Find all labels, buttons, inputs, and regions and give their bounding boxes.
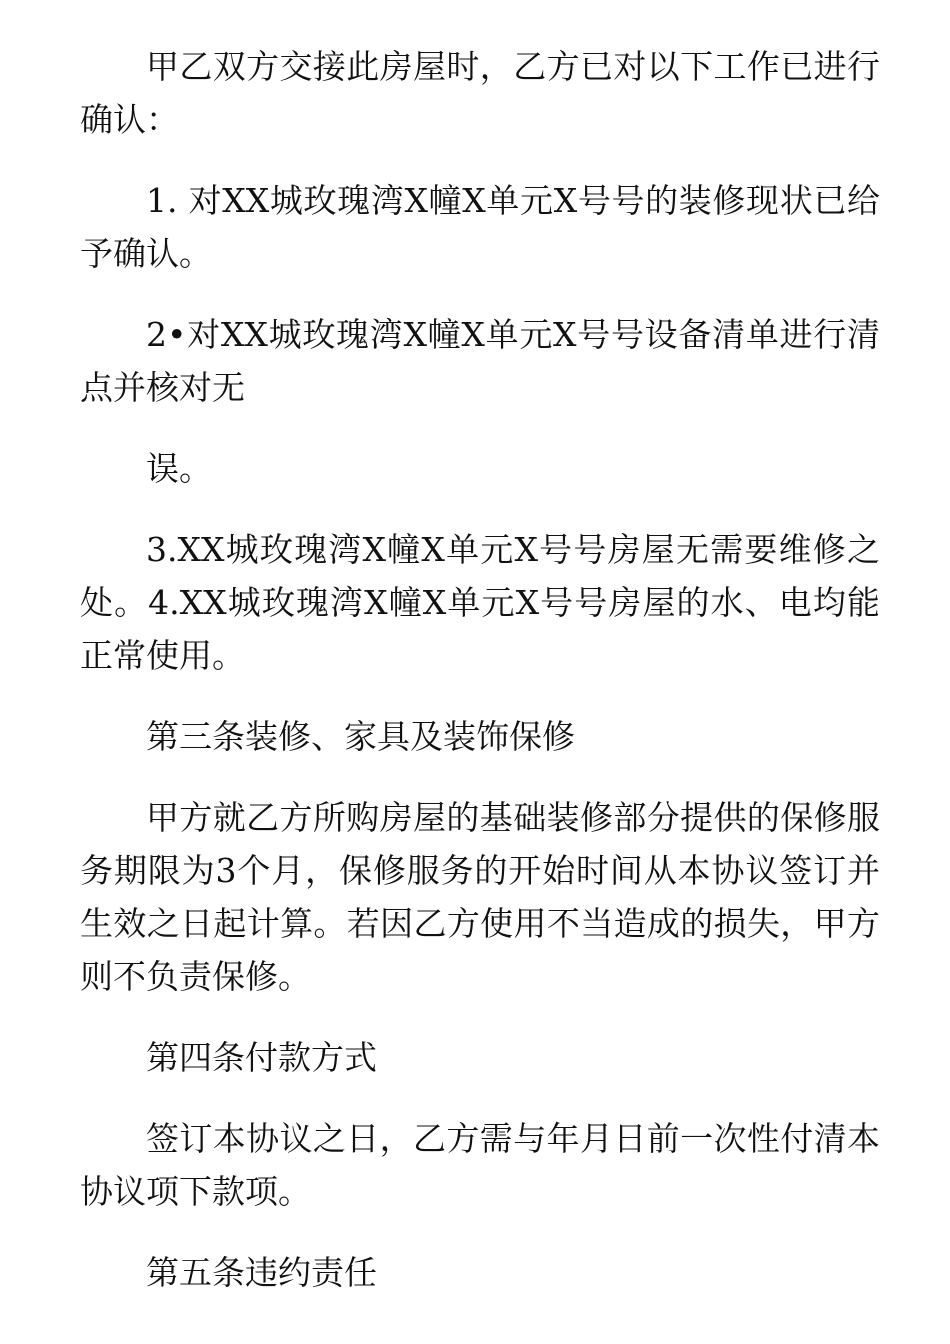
paragraph-item-1: 1. 对XX城玫瑰湾X幢X单元X号号的装修现状已给予确认。 — [80, 181, 880, 273]
heading-article-3: 第三条装修、家具及装饰保修 — [146, 717, 575, 756]
paragraph-handover-intro: 甲乙双方交接此房屋时，乙方已对以下工作已进行确认： — [80, 47, 880, 139]
paragraph-item-2-continued: 误。 — [146, 449, 212, 488]
paragraph-item-2: 2•对XX城玫瑰湾X幢X单元X号号设备清单进行清点并核对无 — [80, 315, 880, 407]
heading-article-5: 第五条违约责任 — [146, 1253, 377, 1292]
document-page — [80, 40, 880, 1327]
paragraph-warranty: 甲方就乙方所购房屋的基础装修部分提供的保修服务期限为3个月，保修服务的开始时间从本协议签订并生效之日起计算。若因乙方使用不当造成的损失，甲方则不负责保修。 — [80, 798, 880, 996]
paragraph-payment: 签订本协议之日，乙方需与年月日前一次性付清本协议项下款项。 — [80, 1119, 880, 1211]
paragraph-item-3-4: 3.XX城玫瑰湾X幢X单元X号号房屋无需要维修之处。4.XX城玫瑰湾X幢X单元X号号房屋的水、电均能正常使用。 — [80, 530, 880, 675]
heading-article-4: 第四条付款方式 — [146, 1038, 377, 1077]
